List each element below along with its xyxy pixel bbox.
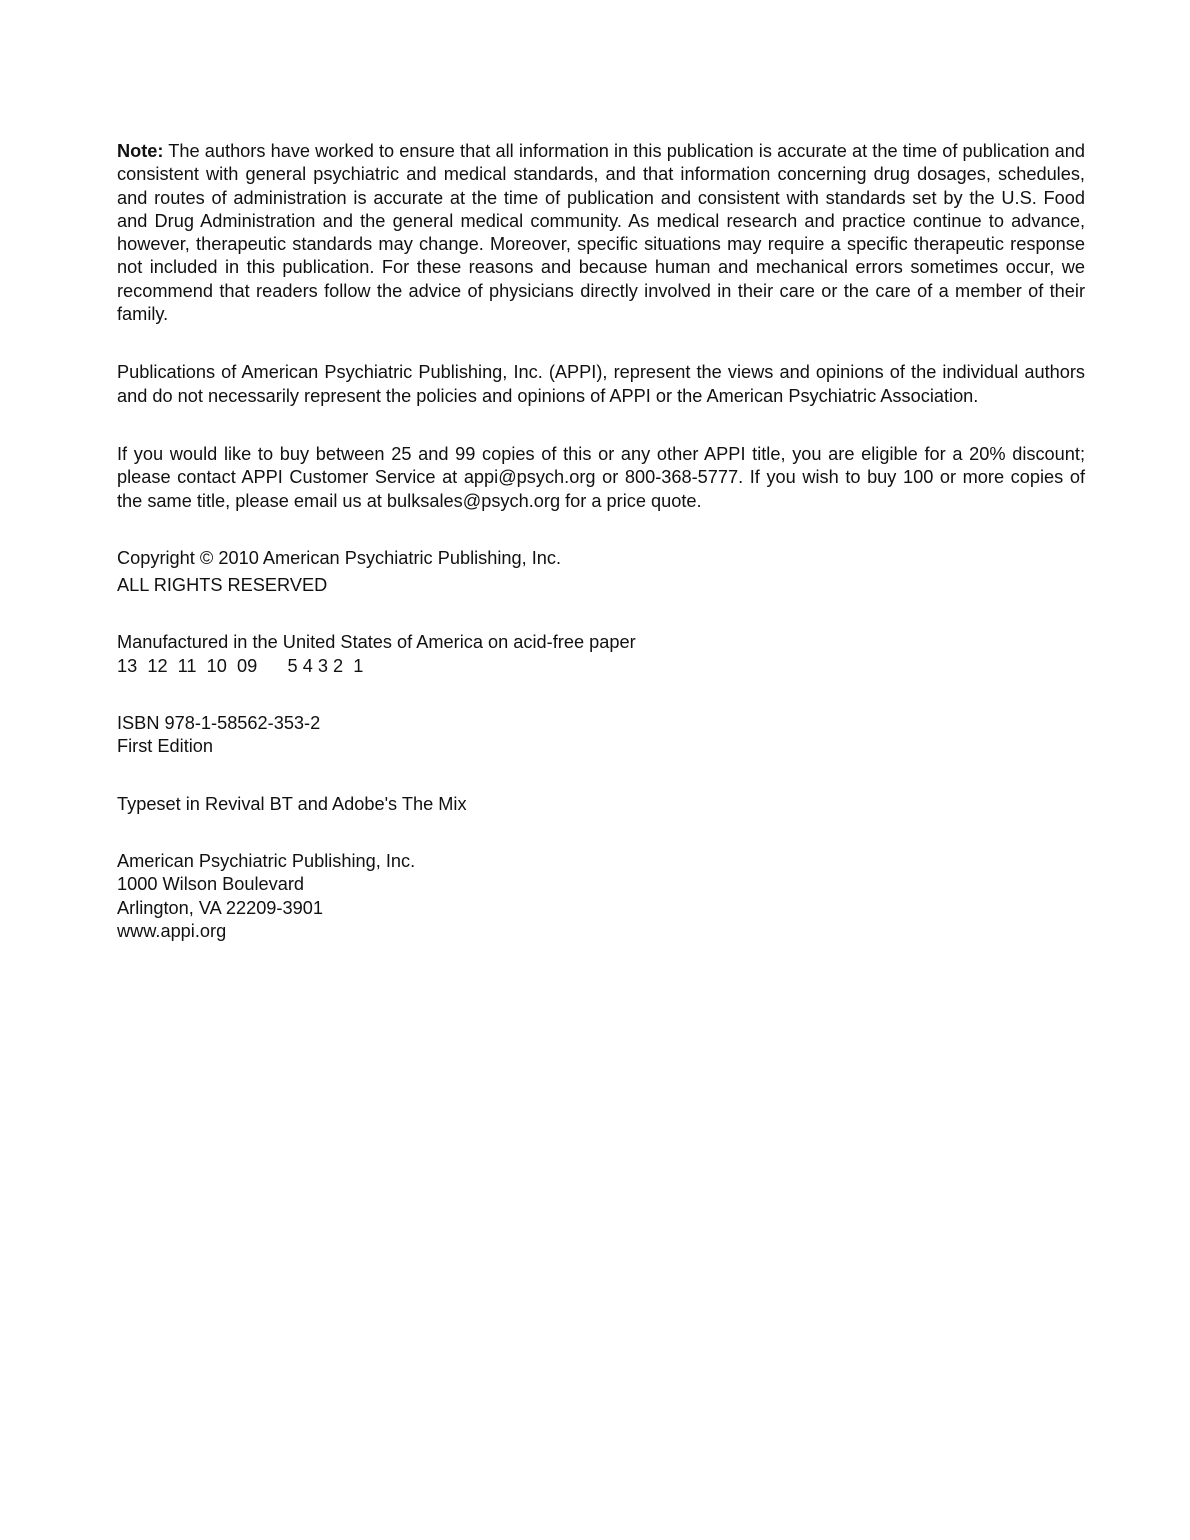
copyright-page bbox=[117, 140, 1085, 943]
typeset-block bbox=[117, 793, 1085, 816]
isbn-block bbox=[117, 712, 1085, 759]
publisher-address bbox=[117, 850, 1085, 943]
publisher-name: American Psychiatric Publishing, Inc. bbox=[117, 850, 416, 871]
copyright-block bbox=[117, 547, 1085, 598]
note-paragraph bbox=[117, 140, 1085, 326]
copyright-line: Copyright © 2010 American Psychiatric Publishing, Inc. bbox=[117, 547, 562, 568]
edition-line: First Edition bbox=[117, 736, 214, 757]
isbn-line: ISBN 978-1-58562-353-2 bbox=[117, 713, 321, 734]
bulk-sales-paragraph: If you would like to buy between 25 and 99 copies of this or any other APPI title, you are eligible for a 20% discount; please contact APPI Customer Service at appi@psych.org or 800-368-5777. If you wish to buy 100 or more copies of the same title, please email us at bulksales@psych.org for a price quote. bbox=[117, 443, 1085, 511]
publisher-website: www.appi.org bbox=[117, 920, 227, 941]
rights-reserved: ALL RIGHTS RESERVED bbox=[117, 575, 328, 596]
publisher-city: Arlington, VA 22209-3901 bbox=[117, 897, 323, 918]
printing-numbers: 13 12 11 10 09 5 4 3 2 1 bbox=[117, 655, 364, 676]
disclaimer-paragraph: Publications of American Psychiatric Publishing, Inc. (APPI), represent the views and opinions of the individual authors and do not necessarily represent the policies and opinions of APPI or the American Psychiatric Association. bbox=[117, 362, 1085, 406]
manufacture-line: Manufactured in the United States of America on acid-free paper bbox=[117, 632, 636, 653]
typeset-line: Typeset in Revival BT and Adobe's The Mix bbox=[117, 793, 467, 814]
manufacture-block bbox=[117, 631, 1085, 678]
note-label: Note: bbox=[117, 141, 164, 161]
publisher-street: 1000 Wilson Boulevard bbox=[117, 874, 305, 895]
note-text: The authors have worked to ensure that all information in this publication is accurate at the time of publication and consistent with general psychiatric and medical standards, and that information concerning drug dosages, schedules, and routes of administration is accurate at the time of publication and consistent with standards set by the U.S. Food and Drug Administration and the general medical community. As medical research and practice continue to advance, however, therapeutic standards may change. Moreover, specific situations may require a specific therapeutic response not included in this publication. For these reasons and because human and mechanical errors sometimes occur, we recommend that readers follow the advice of physicians directly involved in their care or the care of a member of their family. bbox=[117, 141, 1085, 325]
